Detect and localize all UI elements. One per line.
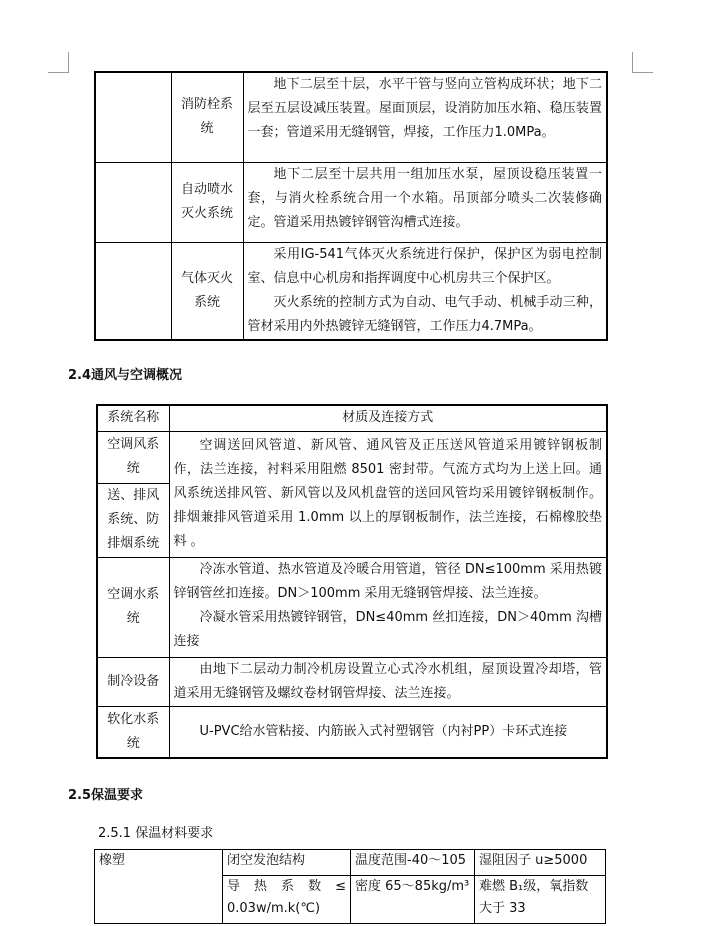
table-row [95,850,606,876]
property-cell: 导 热 系 数 ≤ 0.03w/m.k(℃) [223,876,351,924]
blank-cell [95,72,171,162]
system-content-cell [169,657,607,706]
system-content-cell [243,242,607,340]
property-cell: 温度范围-40～105 [351,850,475,876]
paragraph: 灭火系统的控制方式为自动、电气手动、机械手动三种，管材采用内外热镀锌无缝钢管，工作压力4.7MPa。 [247,294,602,334]
property-cell: 湿阻因子 u≥5000 [475,850,606,876]
header-content: 材质及连接方式 [169,405,607,431]
section-heading-2-4: 2.4通风与空调概况 [68,368,183,383]
property-cell: 难燃 B₁级，氧指数大于 33 [475,876,606,924]
subsection-heading-2-5-1: 2.5.1 保温材料要求 [98,826,214,841]
system-name-cell: 气体灭火系统 [171,242,243,340]
table-row [95,242,607,340]
paragraph: 空调送回风管道、新风管、通风管及正压送风管道采用镀锌钢板制作，法兰连接，衬料采用阻燃 8501 密封带。气流方式均为上送上回。通风系统送排风管、新风管以及风机盘管的送回风管均采用镀锌钢板制作。排烟兼排风管道采用 1.0mm 以上的厚钢板制作，法兰连接，石棉橡胶垫料 。 [173,438,602,549]
property-cell: 密度 65～85kg/m³ [351,876,475,924]
system-name-cell: 送、排风系统、防排烟系统 [97,483,169,557]
hvac-table [96,404,608,759]
table-row [95,72,607,162]
system-name-cell: 自动喷水灭火系统 [171,162,243,242]
paragraph: 冷凝水管采用热镀锌钢管，DN≤40mm 丝扣连接，DN＞40mm 沟槽连接 [173,609,602,649]
table-row [97,706,607,758]
material-name-cell: 橡塑 [95,850,223,924]
property-cell: 闭空发泡结构 [223,850,351,876]
insulation-material-table [94,849,606,924]
blank-cell [95,162,171,242]
paragraph: 地下二层至十层共用一组加压水泵，屋顶设稳压装置一套，与消火栓系统合用一个水箱。吊顶部分喷头二次装修确定。管道采用热镀锌钢管沟槽式连接。 [247,166,602,230]
table-header-row [97,405,607,431]
paragraph: 采用IG-541气体灭火系统进行保护，保护区为弱电控制室、信息中心机房和指挥调度中心机房共三个保护区。 [247,246,602,286]
system-name-cell: 制冷设备 [97,657,169,706]
table-row [97,657,607,706]
system-name-cell: 空调风系统 [97,431,169,483]
paragraph: U-PVC给水管粘接、内筋嵌入式衬塑钢管（内衬PP）卡环式连接 [199,723,568,739]
section-heading-2-5: 2.5保温要求 [68,788,144,803]
blank-cell [95,242,171,340]
table-row [97,431,607,483]
system-name-cell: 空调水系统 [97,557,169,657]
system-name-cell: 软化水系统 [97,706,169,758]
system-content-cell [243,72,607,162]
system-content-cell [169,706,607,758]
table-row [95,162,607,242]
paragraph: 冷冻水管道、热水管道及冷暖合用管道，管径 DN≤100mm 采用热镀锌钢管丝扣连接。DN＞100mm 采用无缝钢管焊接、法兰连接。 [173,561,602,601]
page-corner-mark-left [48,52,69,73]
system-name-cell: 消防栓系统 [171,72,243,162]
fire-systems-table [94,71,608,341]
system-content-cell [169,431,607,557]
paragraph: 由地下二层动力制冷机房设置立心式冷水机组，屋顶设置冷却塔，管道采用无缝钢管及螺纹卷材钢管焊接、法兰连接。 [173,661,602,701]
header-system-name: 系统名称 [97,405,169,431]
page-corner-mark-right [632,52,653,73]
system-content-cell [243,162,607,242]
system-content-cell [169,557,607,657]
paragraph: 地下二层至十层，水平干管与竖向立管构成环状；地下二层至五层设减压装置。屋面顶层，设消防加压水箱、稳压装置一套；管道采用无缝钢管，焊接，工作压力1.0MPa。 [247,77,602,140]
table-row [97,557,607,657]
